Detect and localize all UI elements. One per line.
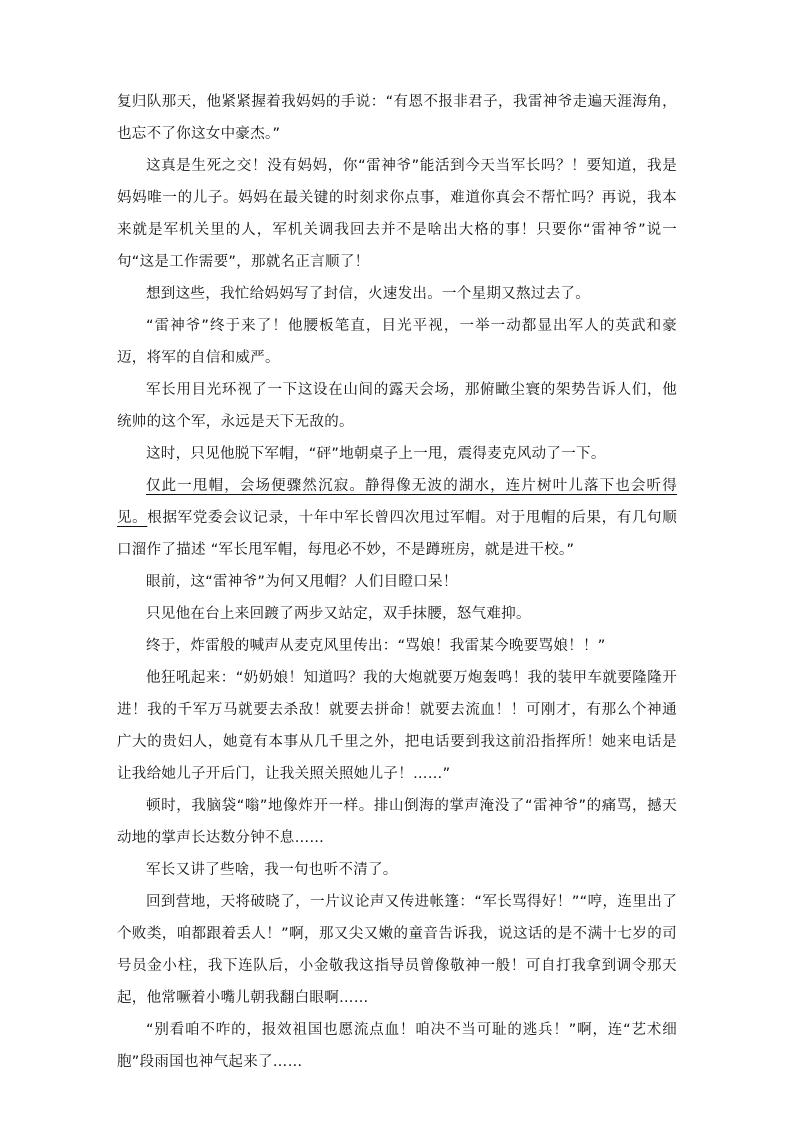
paragraph-5: 军长用目光环视了一下这设在山间的露天会场，那俯瞰尘寰的架势告诉人们，他统帅的这个军，永远是天下无敌的。 <box>117 382 677 430</box>
paragraph-10: 终于，炸雷般的喊声从麦克风里传出：“骂娘！我雷某今晚要骂娘！！” <box>146 638 606 654</box>
paragraph-12: 顿时，我脑袋“嗡”地像炸开一样。排山倒海的掌声淹没了“雷神爷”的痛骂，撼天动地的掌声长达数分钟不息…… <box>117 798 677 846</box>
paragraph-7 <box>117 470 677 566</box>
paragraph-2: 这真是生死之交！没有妈妈，你“雷神爷”能活到今天当军长吗？！要知道，我是妈妈唯一的儿子。妈妈在最关键的时刻求你点事，难道你真会不帮忙吗？再说，我本来就是军机关里的人，军机关调我回去并不是啥出大格的事！只要你“雷神爷”说一句“这是工作需要”，那就名正言顺了！ <box>117 158 677 270</box>
paragraph-6: 这时，只见他脱下军帽，“砰”地朝桌子上一甩，震得麦克风动了一下。 <box>146 446 606 462</box>
paragraph-7-rest: 根据军党委会议记录，十年中军长曾四次甩过军帽。对于甩帽的后果，有几句顺口溜作了描述 “军长甩军帽，每甩必不妙，不是蹲班房，就是进干校。” <box>117 510 677 558</box>
paragraph-13: 军长又讲了些啥，我一句也听不清了。 <box>146 862 398 878</box>
paragraph-15: “别看咱不咋的，报效祖国也愿流点血！咱决不当可耻的逃兵！”啊，连“艺术细胞”段雨国也神气起来了…… <box>117 1022 677 1070</box>
paragraph-8: 眼前，这“雷神爷”为何又甩帽？人们目瞪口呆！ <box>146 574 458 590</box>
paragraph-14: 回到营地，天将破晓了，一片议论声又传进帐篷：“军长骂得好！”“哼，连里出了个败类，咱都跟着丢人！”啊，那又尖又嫩的童音告诉我，说这话的是不满十七岁的司号员金小柱，我下连队后，小金敬我这指导员曾像敬神一般！可自打我拿到调令那天起，他常噘着小嘴儿朝我翻白眼啊…… <box>117 894 677 1006</box>
paragraph-11: 他狂吼起来：“奶奶娘！知道吗？我的大炮就要万炮轰鸣！我的装甲车就要隆隆开进！我的千军万马就要去杀敌！就要去拼命！就要去流血！！可刚才，有那么个神通广大的贵妇人，她竟有本事从几千里之外，把电话要到我这前沿指挥所！她来电话是让我给她儿子开后门，让我关照关照她儿子！……” <box>117 670 677 782</box>
paragraph-4: “雷神爷”终于来了！他腰板笔直，目光平视，一举一动都显出军人的英武和豪迈，将军的自信和威严。 <box>117 318 677 366</box>
paragraph-1: 复归队那天，他紧紧握着我妈妈的手说：“有恩不报非君子，我雷神爷走遍天涯海角，也忘不了你这女中豪杰。” <box>117 94 677 142</box>
document-body <box>117 86 677 1078</box>
paragraph-3: 想到这些，我忙给妈妈写了封信，火速发出。一个星期又熬过去了。 <box>146 286 590 302</box>
paragraph-9: 只见他在台上来回踱了两步又站定，双手抹腰，怒气难抑。 <box>146 606 531 622</box>
underlined-sentence: 仅此一甩帽，会场便骤然沉寂。静得像无波的湖水，连片树叶儿落下也会听得见。 <box>117 478 677 526</box>
